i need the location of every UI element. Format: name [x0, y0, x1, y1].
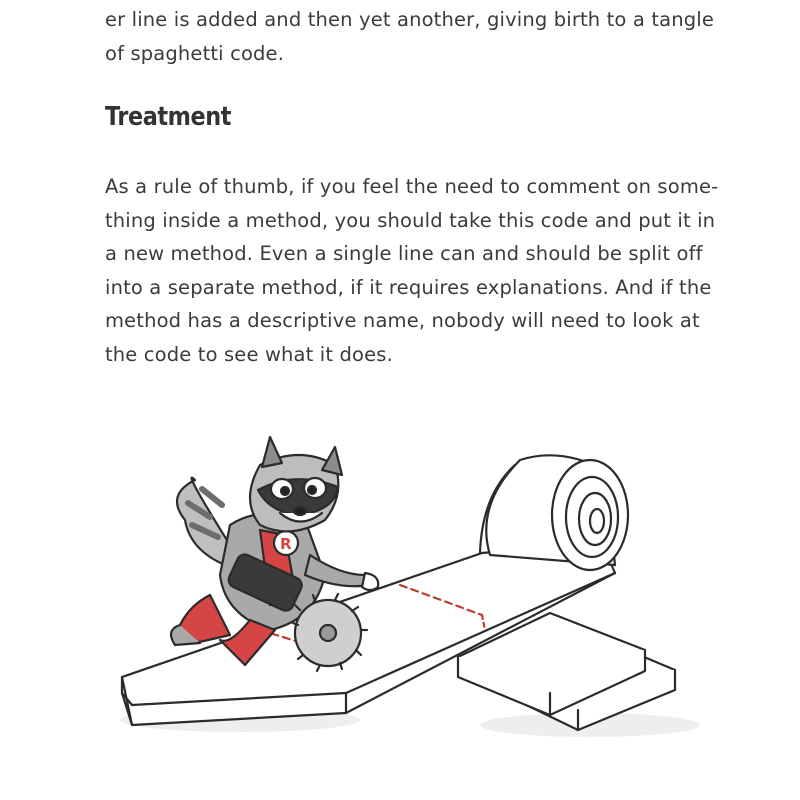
raccoon-saw-illustration: [110, 425, 700, 750]
body-line: method has a descriptive name, nobody will need to look at: [105, 309, 700, 332]
body-line: a new method. Even a single line can and should be split off: [105, 242, 703, 265]
body-line: the code to see what it does.: [105, 342, 393, 366]
section-heading: Treatment: [105, 102, 231, 132]
treatment-paragraph: [105, 170, 719, 371]
body-line: As a rule of thumb, if you feel the need to comment on some-: [105, 175, 719, 198]
badge-letter: R: [280, 535, 292, 553]
intro-line: of spaghetti code.: [105, 41, 285, 65]
intro-line: er line is added and then yet another, giving birth to a tangle: [105, 8, 714, 31]
body-line: into a separate method, if it requires explanations. And if the: [105, 275, 712, 299]
body-line: thing inside a method, you should take this code and put it in: [105, 208, 716, 232]
intro-paragraph: [105, 3, 714, 70]
next-paragraph-fragment: [105, 784, 695, 800]
